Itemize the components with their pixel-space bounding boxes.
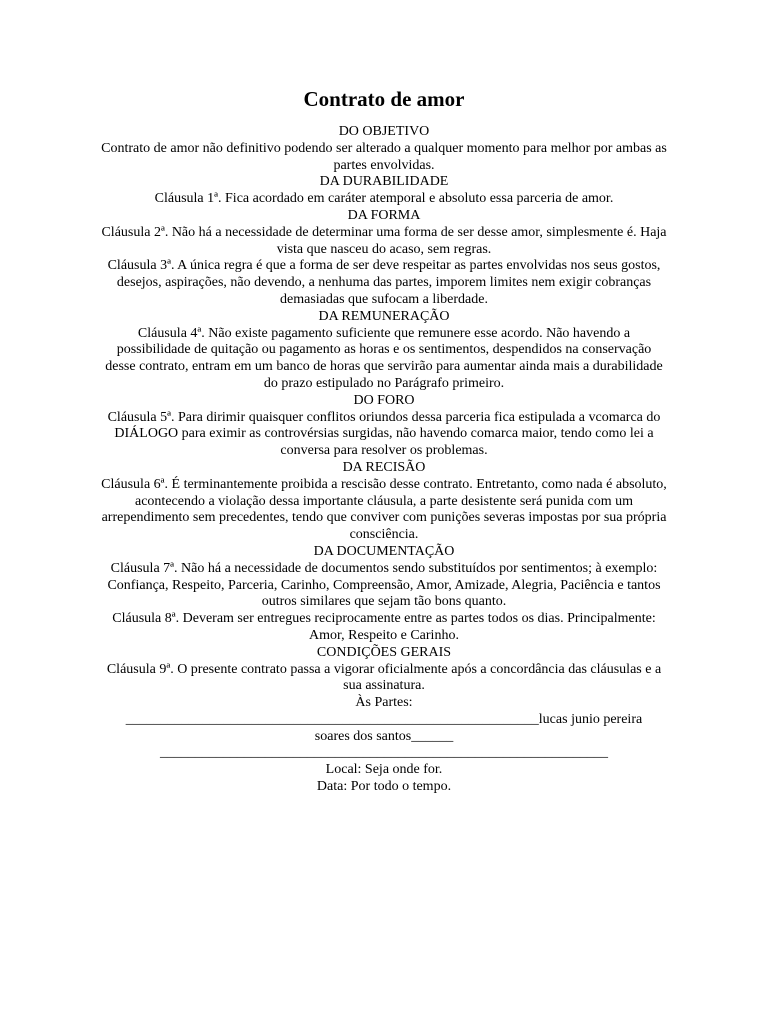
section-heading-durabilidade: DA DURABILIDADE [319, 174, 449, 190]
clause-6: Cláusula 6ª. É terminantemente proibida a rescisão desse contrato. Entretanto, como nada é absoluto, acontecendo a violação dessa importante cláusula, a parte desistente será punida com um arrependimento sem precedentes, tendo que conviver com punições severas impostas por sua própria consciência. [101, 476, 667, 543]
clause-3: Cláusula 3ª. A única regra é que a forma de ser deve respeitar as partes envolvidas nos seus gostos, desejos, aspirações, não devendo, a nenhuma das partes, imporem limites nem exigir cobranças demasiadas que sufocam a liberdade. [107, 258, 661, 307]
document-title: Contrato de amor [303, 87, 465, 111]
clause-4: Cláusula 4ª. Não existe pagamento suficiente que remunere esse acordo. Não havendo a possibilidade de quitação ou pagamento as horas e os sentimentos, despendidos na conservação desse contrato, entram em um banco de horas que servirão para aumentar ainda mais a durabilidade do prazo estipulado no Parágrafo primeiro. [105, 325, 663, 391]
clause-2: Cláusula 2ª. Não há a necessidade de determinar uma forma de ser desse amor, simplesmente é. Haja vista que nasceu do acaso, sem regras. [101, 224, 667, 257]
section-heading-forma: DA FORMA [347, 207, 421, 223]
parties-label: Às Partes: [355, 695, 413, 711]
clause-9: Cláusula 9ª. O presente contrato passa a vigorar oficialmente após a concordância das cláusulas e a sua assinatura. [106, 661, 662, 694]
section-heading-recisao: DA RECISÃO [342, 459, 426, 475]
signature-line-1: ___________________________________________________________lucas junio pereira [125, 711, 643, 727]
section-heading-remuneracao: DA REMUNERAÇÃO [318, 308, 450, 324]
objetivo-paragraph: Contrato de amor não definitivo podendo ser alterado a qualquer momento para melhor por ambas as partes envolvidas. [101, 140, 667, 173]
local-line: Local: Seja onde for. [325, 762, 443, 778]
section-heading-foro: DO FORO [353, 392, 415, 408]
section-heading-objetivo: DO OBJETIVO [338, 124, 430, 139]
signature-line-1-continued: soares dos santos______ [314, 728, 454, 744]
contract-body [100, 86, 668, 796]
clause-5: Cláusula 5ª. Para dirimir quaisquer conflitos oriundos dessa parceria fica estipulada a vcomarca do DIÁLOGO para eximir as controvérsias surgidas, não havendo comarca maior, tendo como lei a conversa para resolver os problemas. [107, 409, 661, 459]
section-heading-condicoes: CONDIÇÕES GERAIS [316, 644, 452, 660]
signature-line-2: ________________________________________________________________ [160, 745, 608, 761]
section-heading-documentacao: DA DOCUMENTAÇÃO [313, 543, 455, 559]
clause-1: Cláusula 1ª. Fica acordado em caráter atemporal e absoluto essa parceria de amor. [154, 191, 614, 207]
date-line: Data: Por todo o tempo. [316, 779, 452, 795]
clause-8: Cláusula 8ª. Deveram ser entregues reciprocamente entre as partes todos os dias. Principalmente: Amor, Respeito e Carinho. [112, 611, 656, 643]
clause-7: Cláusula 7ª. Não há a necessidade de documentos sendo substituídos por sentimentos; à exemplo: Confiança, Respeito, Parceria, Carinho, Compreensão, Amor, Amizade, Alegria, Paciência e tantos outros similares que sejam tão bons quanto. [107, 560, 661, 610]
